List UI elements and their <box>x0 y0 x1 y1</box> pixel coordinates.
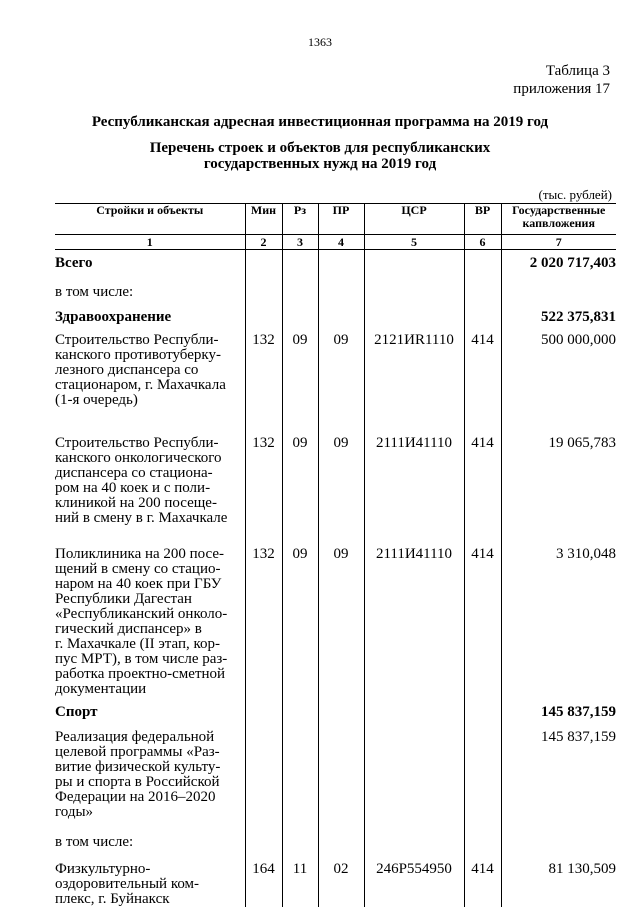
cell-rz: 09 <box>282 526 318 697</box>
cell-rz: 11 <box>282 850 318 907</box>
table-row <box>55 850 616 907</box>
cell-name-line: гический диспансер» в <box>55 622 245 637</box>
table-row <box>55 325 616 408</box>
cell-amount <box>501 820 616 850</box>
table-row <box>55 300 616 325</box>
header-amount: Государственные капвложения <box>501 204 616 235</box>
table-row <box>55 820 616 850</box>
cell-min: 132 <box>245 325 282 408</box>
cell-name-line: витие физической культу- <box>55 760 245 775</box>
cell-vr <box>464 720 501 820</box>
column-number: 5 <box>364 235 464 250</box>
cell-amount: 145 837,159 <box>501 697 616 720</box>
cell-name-line: диспансера со стациона- <box>55 466 245 481</box>
cell-csr: 246P554950 <box>364 850 464 907</box>
column-number: 4 <box>318 235 364 250</box>
page-number: 1363 <box>0 35 640 50</box>
cell-pr: 09 <box>318 408 364 526</box>
units-label: (тыс. рублей) <box>538 187 612 203</box>
cell-rz <box>282 720 318 820</box>
cell-min <box>245 271 282 300</box>
table-row <box>55 271 616 300</box>
cell-name <box>55 720 245 820</box>
cell-csr <box>364 820 464 850</box>
cell-name-line: наром на 40 коек при ГБУ <box>55 577 245 592</box>
column-number-row <box>55 235 616 250</box>
cell-vr <box>464 820 501 850</box>
cell-pr: 09 <box>318 526 364 697</box>
cell-csr: 2121ИR1110 <box>364 325 464 408</box>
cell-name-line: работка проектно-сметной <box>55 667 245 682</box>
cell-amount: 2 020 717,403 <box>501 250 616 272</box>
cell-name-line: документации <box>55 682 245 697</box>
cell-rz <box>282 250 318 272</box>
cell-rz <box>282 271 318 300</box>
column-number: 3 <box>282 235 318 250</box>
cell-amount: 500 000,000 <box>501 325 616 408</box>
cell-vr <box>464 300 501 325</box>
cell-name <box>55 850 245 907</box>
header-pr: ПР <box>318 204 364 235</box>
cell-vr <box>464 697 501 720</box>
header-min: Мин <box>245 204 282 235</box>
cell-name-line: Всего <box>55 256 245 271</box>
cell-pr <box>318 300 364 325</box>
cell-min <box>245 697 282 720</box>
cell-name-line: «Республиканский онколо- <box>55 607 245 622</box>
table-body <box>55 250 616 907</box>
cell-name <box>55 526 245 697</box>
cell-name-line: Физкультурно- <box>55 862 245 877</box>
cell-pr: 09 <box>318 325 364 408</box>
table-row <box>55 526 616 697</box>
cell-vr: 414 <box>464 850 501 907</box>
document-subtitle <box>0 140 640 172</box>
cell-amount: 19 065,783 <box>501 408 616 526</box>
cell-min: 132 <box>245 526 282 697</box>
table-header-row <box>55 204 616 235</box>
cell-name-line: в том числе: <box>55 285 245 300</box>
cell-name-line: годы» <box>55 805 245 820</box>
cell-name-line: (1-я очередь) <box>55 393 245 408</box>
cell-name-line: г. Махачкале (II этап, кор- <box>55 637 245 652</box>
document-title: Республиканская адресная инвестиционная программа на 2019 год <box>0 114 640 130</box>
header-rz: Рз <box>282 204 318 235</box>
table-reference <box>513 62 610 98</box>
cell-name <box>55 250 245 272</box>
cell-name-line: Реализация федеральной <box>55 730 245 745</box>
cell-pr <box>318 250 364 272</box>
cell-vr: 414 <box>464 526 501 697</box>
cell-name-line: Поликлиника на 200 посе- <box>55 547 245 562</box>
table-row <box>55 408 616 526</box>
column-number: 2 <box>245 235 282 250</box>
investment-table <box>55 203 616 907</box>
cell-amount <box>501 271 616 300</box>
cell-rz <box>282 300 318 325</box>
cell-min <box>245 820 282 850</box>
cell-pr <box>318 697 364 720</box>
cell-name-line: ний в смену в г. Махачкале <box>55 511 245 526</box>
cell-name-line: Строительство Республи- <box>55 436 245 451</box>
header-name: Стройки и объекты <box>55 204 245 235</box>
cell-csr <box>364 250 464 272</box>
table-ref-line-2: приложения 17 <box>513 80 610 98</box>
column-number: 7 <box>501 235 616 250</box>
cell-min: 132 <box>245 408 282 526</box>
cell-min: 164 <box>245 850 282 907</box>
cell-pr <box>318 271 364 300</box>
cell-name <box>55 325 245 408</box>
cell-pr <box>318 820 364 850</box>
subtitle-line-1: Перечень строек и объектов для республиканских <box>0 140 640 156</box>
cell-rz <box>282 697 318 720</box>
cell-vr: 414 <box>464 408 501 526</box>
cell-rz: 09 <box>282 325 318 408</box>
header-vr: ВР <box>464 204 501 235</box>
cell-name-line: клиникой на 200 посеще- <box>55 496 245 511</box>
cell-name-line: щений в смену со стацио- <box>55 562 245 577</box>
column-number: 6 <box>464 235 501 250</box>
table-row <box>55 697 616 720</box>
cell-pr: 02 <box>318 850 364 907</box>
cell-min <box>245 250 282 272</box>
cell-name-line: лезного диспансера со <box>55 363 245 378</box>
cell-csr <box>364 720 464 820</box>
cell-name-line: оздоровительный ком- <box>55 877 245 892</box>
cell-amount: 522 375,831 <box>501 300 616 325</box>
cell-amount: 81 130,509 <box>501 850 616 907</box>
cell-name-line: Строительство Республи- <box>55 333 245 348</box>
cell-csr <box>364 300 464 325</box>
cell-amount: 145 837,159 <box>501 720 616 820</box>
table-row <box>55 250 616 272</box>
cell-name-line: ры и спорта в Российской <box>55 775 245 790</box>
cell-min <box>245 720 282 820</box>
cell-rz: 09 <box>282 408 318 526</box>
cell-name-line: Спорт <box>55 705 245 720</box>
cell-name <box>55 271 245 300</box>
cell-name <box>55 408 245 526</box>
cell-pr <box>318 720 364 820</box>
cell-csr: 2111И41110 <box>364 526 464 697</box>
cell-rz <box>282 820 318 850</box>
cell-name-line: в том числе: <box>55 835 245 850</box>
cell-name-line: канского онкологического <box>55 451 245 466</box>
subtitle-line-2: государственных нужд на 2019 год <box>0 156 640 172</box>
table-ref-line-1: Таблица 3 <box>513 62 610 80</box>
cell-min <box>245 300 282 325</box>
header-csr: ЦСР <box>364 204 464 235</box>
cell-name-line: пус МРТ), в том числе раз- <box>55 652 245 667</box>
cell-name-line: стационаром, г. Махачкала <box>55 378 245 393</box>
cell-name-line: целевой программы «Раз- <box>55 745 245 760</box>
cell-name <box>55 820 245 850</box>
cell-name-line: плекс, г. Буйнакск <box>55 892 245 907</box>
cell-name-line: канского противотуберку- <box>55 348 245 363</box>
column-number: 1 <box>55 235 245 250</box>
cell-csr <box>364 271 464 300</box>
cell-name-line: ром на 40 коек и с поли- <box>55 481 245 496</box>
cell-csr: 2111И41110 <box>364 408 464 526</box>
cell-name-line: Республики Дагестан <box>55 592 245 607</box>
cell-vr: 414 <box>464 325 501 408</box>
cell-vr <box>464 250 501 272</box>
cell-csr <box>364 697 464 720</box>
cell-name-line: Федерации на 2016–2020 <box>55 790 245 805</box>
cell-name-line: Здравоохранение <box>55 310 245 325</box>
cell-name <box>55 300 245 325</box>
cell-vr <box>464 271 501 300</box>
table-row <box>55 720 616 820</box>
cell-name <box>55 697 245 720</box>
cell-amount: 3 310,048 <box>501 526 616 697</box>
